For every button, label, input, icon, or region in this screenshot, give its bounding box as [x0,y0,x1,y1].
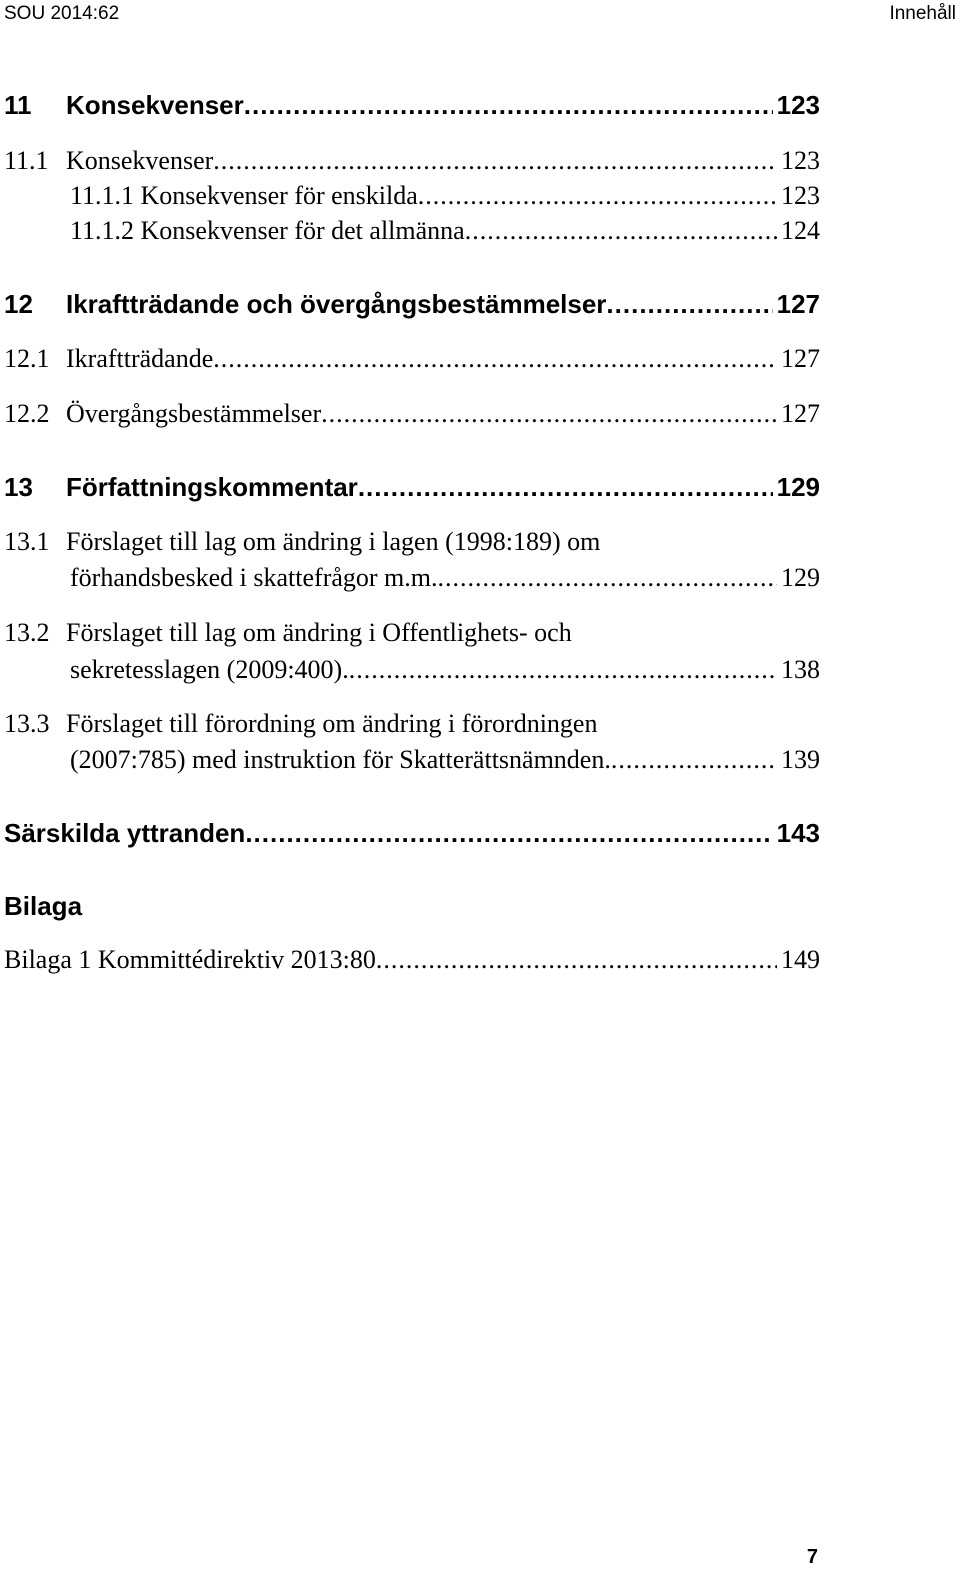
running-header [4,0,956,28]
toc-title: Ikraftträdande [66,344,214,373]
toc-entry-13-2-line2[interactable] [0,655,820,685]
toc-entry-chapter-12[interactable] [0,289,820,320]
toc-title: Konsekvenser [66,146,214,175]
page-number: 7 [806,1546,818,1568]
toc-title-continued: (2007:785) med instruktion för Skatterättsnämnden. [70,745,611,774]
dot-leader [245,818,772,849]
toc-title: 11.1.1 Konsekvenser för enskilda [70,181,418,210]
toc-title: Ikraftträdande och övergångsbestämmelser [66,289,607,319]
dot-leader [611,745,777,775]
toc-page: 127 [781,344,820,373]
dot-leader [213,146,777,176]
toc-number: 11.1 [4,146,49,175]
toc-title: Förslaget till förordning om ändring i förordningen [66,709,598,738]
dot-leader [349,655,777,685]
toc-title: Särskilda yttranden [4,818,246,848]
document-id: SOU 2014:62 [4,3,120,24]
toc-number: 13 [4,472,33,502]
toc-entry-13-3-line2[interactable] [0,745,820,775]
toc-title: Förslaget till lag om ändring i Offentlighets- och [66,618,572,647]
toc-page: 127 [781,399,820,428]
dot-leader [213,344,777,374]
toc-title: Författningskommentar [66,472,358,502]
dot-leader [358,472,773,503]
dot-leader [438,563,777,593]
toc-entry-12-1[interactable] [0,344,820,374]
toc-entry-12-2[interactable] [0,399,820,429]
dot-leader [376,945,777,975]
toc-title-continued: sekretesslagen (2009:400). [70,655,349,684]
toc-entry-11-1-1[interactable] [0,181,820,211]
toc-title: Förslaget till lag om ändring i lagen (1998:189) om [66,527,601,556]
toc-number: 12.2 [4,399,50,428]
toc-entry-chapter-11[interactable] [0,90,820,121]
toc-entry-13-1-line1[interactable] [0,527,820,557]
toc-number: 12.1 [4,344,50,373]
toc-title: Övergångsbestämmelser [66,399,322,428]
toc-title: Bilaga 1 Kommittédirektiv 2013:80 [4,945,376,974]
section-label: Innehåll [889,3,956,24]
dot-leader [321,399,777,429]
toc-entry-11-1[interactable] [0,146,820,176]
toc-entry-chapter-13[interactable] [0,472,820,503]
toc-number: 11 [4,90,32,120]
toc-page: 129 [781,563,820,592]
toc-page: 124 [781,216,820,245]
toc-number: 13.3 [4,709,50,738]
toc-page: 123 [776,90,820,120]
toc-page: 143 [776,818,820,848]
toc-number: 12 [4,289,33,319]
toc-title: 11.1.2 Konsekvenser för det allmänna [70,216,465,245]
toc-page: 138 [781,655,820,684]
dot-leader [244,90,773,121]
toc-entry-13-1-line2[interactable] [0,563,820,593]
toc-entry-bilaga-1[interactable] [0,945,820,975]
toc-page: 123 [781,181,820,210]
toc-title: Konsekvenser [66,90,244,120]
dot-leader [418,181,777,211]
toc-page: 127 [776,289,820,319]
toc-entry-13-3-line1[interactable] [0,709,820,739]
toc-page: 149 [781,945,820,974]
toc-entry-13-2-line1[interactable] [0,618,820,648]
dot-leader [606,289,772,320]
bilaga-heading: Bilaga [4,891,83,921]
dot-leader [465,216,777,246]
toc-title-continued: förhandsbesked i skattefrågor m.m. [70,563,438,592]
toc-page: 129 [776,472,820,502]
toc-page: 123 [781,146,820,175]
toc-number: 13.2 [4,618,50,647]
toc-page: 139 [781,745,820,774]
toc-entry-sarskilda-yttranden[interactable] [0,818,820,849]
toc-number: 13.1 [4,527,50,556]
toc-entry-11-1-2[interactable] [0,216,820,246]
